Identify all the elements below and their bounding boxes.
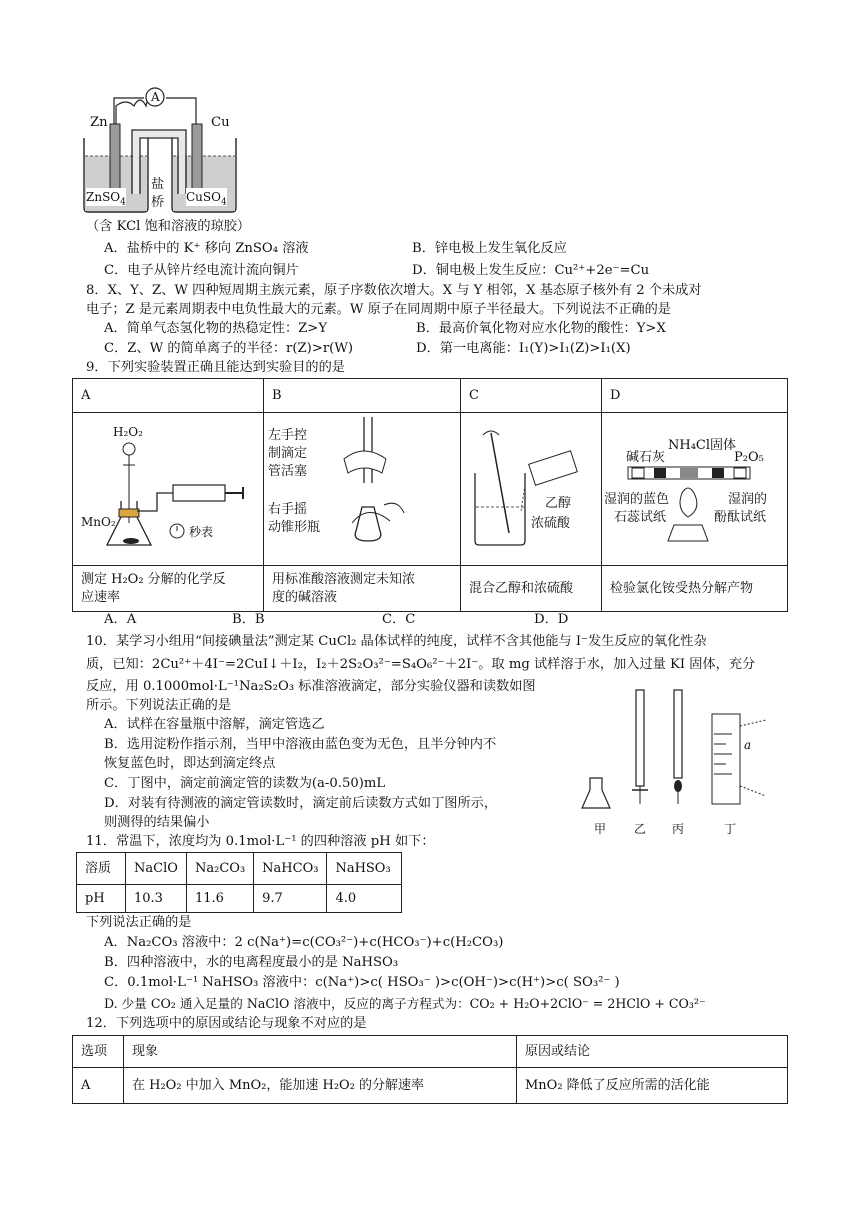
q12-stem: 12．下列选项中的原因或结论与现象不对应的是 <box>86 1016 367 1031</box>
q9-option-c: C．C <box>382 612 416 627</box>
q11-intro: 下列说法正确的是 <box>86 915 192 930</box>
q9-header-b: B <box>264 379 461 413</box>
q9-stem: 9．下列实验装置正确且能达到实验目的的是 <box>86 360 345 375</box>
q12-row-a-phenomenon: 在 H₂O₂ 中加入 MnO₂，能加速 H₂O₂ 的分解速率 <box>124 1068 517 1104</box>
q9-table <box>72 378 788 612</box>
q8-stem-line1: 8．X、Y、Z、W 四种短周期主族元素，原子序数依次增大。X 与 Y 相邻，X 基态原子核外有 2 个未成对 <box>86 283 702 298</box>
label-yi: 乙 <box>634 822 647 836</box>
mixing-figure <box>461 413 601 559</box>
q8-option-b: B．最高价氧化物对应水化物的酸性：Y>X <box>416 321 666 336</box>
q11-cell-ph: pH <box>77 885 126 913</box>
label-bing: 丙 <box>672 822 685 836</box>
label-a: a <box>744 738 752 752</box>
q12-header-reason: 原因或结论 <box>517 1036 788 1068</box>
q9-figure-b-cell <box>264 413 461 566</box>
ammeter-label: A <box>151 90 160 104</box>
q7-option-d: D．铜电极上发生反应：Cu²⁺+2e⁻=Cu <box>412 263 650 278</box>
q7-option-b: B．锌电极上发生氧化反应 <box>412 241 567 256</box>
q10-option-d1: D．对装有待测液的滴定管读数时，滴定前后读数方式如丁图所示， <box>104 796 498 811</box>
q10-line4: 所示。下列说法正确的是 <box>86 698 232 713</box>
left-hand-label-1: 左手控 <box>268 428 308 443</box>
q10-line1: 10．某学习小组用“间接碘量法”测定某 CuCl₂ 晶体试样的纯度，试样不含其他能与 I⁻发生反应的氧化性杂 <box>86 634 707 649</box>
q11-cell-ph-na2co3: 11.6 <box>187 885 254 913</box>
q11-option-a: A．Na₂CO₃ 溶液中：2 c(Na⁺)=c(CO₃²⁻)+c(HCO₃⁻)+c(H₂CO₃) <box>104 935 504 950</box>
salt-bridge-label-2: 桥 <box>151 195 165 210</box>
q8-stem-line2: 电子；Z 是元素周期表中电负性最大的元素。W 原子在同周期中原子半径最大。下列说法不正确的是 <box>86 302 671 317</box>
q8-option-a: A．简单气态氢化物的热稳定性：Z>Y <box>104 321 328 336</box>
label-ding: 丁 <box>724 822 737 836</box>
znso4-label: ZnSO$_4$ <box>86 190 126 208</box>
soda-lime-label: 碱石灰 <box>626 450 666 465</box>
mno2-label: MnO₂ <box>81 515 116 529</box>
litmus-label-2: 石蕊试纸 <box>614 510 667 525</box>
q11-cell-ph-naclo: 10.3 <box>126 885 187 913</box>
q12-table <box>72 1035 788 1104</box>
q11-cell-na2co3: Na₂CO₃ <box>187 853 254 885</box>
h2o2-apparatus-figure <box>73 413 255 559</box>
q9-figure-a-cell <box>73 413 264 566</box>
stopwatch-label: 秒表 <box>189 525 214 539</box>
q9-header-d: D <box>602 379 788 413</box>
q11-cell-solute: 溶质 <box>77 853 126 885</box>
q9-option-d: D．D <box>534 612 569 627</box>
q11-stem: 11．常温下，浓度均为 0.1mol·L⁻¹ 的四种溶液 pH 如下： <box>86 834 435 849</box>
left-hand-label-3: 管活塞 <box>268 464 308 479</box>
phenol-label-2: 酚酞试纸 <box>714 510 767 525</box>
litmus-label-1: 湿润的蓝色 <box>604 492 670 507</box>
q7-option-c: C．电子从锌片经电流计流向铜片 <box>104 263 299 278</box>
left-hand-label-2: 制滴定 <box>268 446 308 461</box>
q10-option-c: C．丁图中，滴定前滴定管的读数为(a-0.50)mL <box>104 776 386 791</box>
q12-header-phenomenon: 现象 <box>124 1036 517 1068</box>
q8-option-c: C．Z、W 的简单离子的半径：r(Z)>r(W) <box>104 341 354 356</box>
q11-option-c: C．0.1mol·L⁻¹ NaHSO₃ 溶液中：c(Na⁺)>c( HSO₃⁻ )>c(OH⁻)>c(H⁺)>c( SO₃²⁻ ) <box>104 975 620 990</box>
q11-cell-nahco3: NaHCO₃ <box>254 853 327 885</box>
phenol-label-1: 湿润的 <box>728 492 768 507</box>
q10-option-b2: 恢复蓝色时，即达到滴定终点 <box>104 756 276 771</box>
nh4cl-label: NH₄Cl固体 <box>668 438 737 453</box>
acid-label: 浓硫酸 <box>531 516 571 531</box>
zn-label: Zn <box>90 115 108 130</box>
right-hand-label-2: 动锥形瓶 <box>268 520 321 535</box>
ethanol-label: 乙醇 <box>545 496 572 511</box>
cuso4-label: CuSO$_4$ <box>186 190 227 208</box>
q9-purpose-a: 测定 H₂O₂ 分解的化学反 应速率 <box>73 566 264 612</box>
q11-cell-ph-nahco3: 9.7 <box>254 885 327 913</box>
q9-purpose-c: 混合乙醇和浓硫酸 <box>461 566 602 612</box>
h2o2-label: H₂O₂ <box>113 425 143 439</box>
q11-cell-naclo: NaClO <box>126 853 187 885</box>
q8-option-d: D．第一电离能：I₁(Y)>I₁(Z)>I₁(X) <box>416 341 631 356</box>
label-jia: 甲 <box>594 822 607 836</box>
q9-option-b: B．B <box>232 612 265 627</box>
p2o5-label: P₂O₅ <box>734 450 764 465</box>
q9-option-a: A．A <box>104 612 137 627</box>
q12-header-option: 选项 <box>73 1036 124 1068</box>
q11-option-b: B．四种溶液中，水的电离程度最小的是 NaHSO₃ <box>104 955 399 970</box>
q7-option-a: A．盐桥中的 K⁺ 移向 ZnSO₄ 溶液 <box>104 241 309 256</box>
fig7-caption: （含 KCl 饱和溶液的琼胶） <box>86 219 251 234</box>
q9-header-c: C <box>461 379 602 413</box>
cu-label: Cu <box>211 115 230 130</box>
q9-figure-c-cell <box>461 413 602 566</box>
q10-line3: 反应，用 0.1000mol·L⁻¹Na₂S₂O₃ 标准溶液滴定，部分实验仪器和读数如图 <box>86 679 536 694</box>
q11-option-d: D. 少量 CO₂ 通入足量的 NaClO 溶液中，反应的离子方程式为：CO₂ + H₂O+2ClO⁻ = 2HClO + CO₃²⁻ <box>104 996 706 1011</box>
q12-row-a-reason: MnO₂ 降低了反应所需的活化能 <box>517 1068 788 1104</box>
q9-purpose-d: 检验氯化铵受热分解产物 <box>602 566 788 612</box>
q11-cell-nahso3: NaHSO₃ <box>327 853 402 885</box>
q11-cell-ph-nahso3: 4.0 <box>327 885 402 913</box>
q10-line2: 质，已知：2Cu²⁺＋4I⁻=2CuI↓＋I₂，I₂＋2S₂O₃²⁻=S₄O₆²⁻＋2I⁻。取 mg 试样溶于水，加入过量 KI 固体，充分 <box>86 657 756 672</box>
q10-option-d2: 则测得的结果偏小 <box>104 815 210 830</box>
salt-bridge-label-1: 盐 <box>151 177 165 192</box>
q12-row-a-option: A <box>73 1068 124 1104</box>
q10-option-b1: B．选用淀粉作指示剂，当甲中溶液由蓝色变为无色，且半分钟内不 <box>104 737 497 752</box>
q11-table <box>76 852 402 913</box>
q9-figure-d-cell <box>602 413 788 566</box>
right-hand-label-1: 右手摇 <box>268 502 308 517</box>
q9-header-a: A <box>73 379 264 413</box>
q9-purpose-b: 用标准酸溶液测定未知浓 度的碱溶液 <box>264 566 461 612</box>
q10-option-a: A．试样在容量瓶中溶解，滴定管选乙 <box>104 717 325 732</box>
nh4cl-decomposition-figure <box>602 413 782 559</box>
